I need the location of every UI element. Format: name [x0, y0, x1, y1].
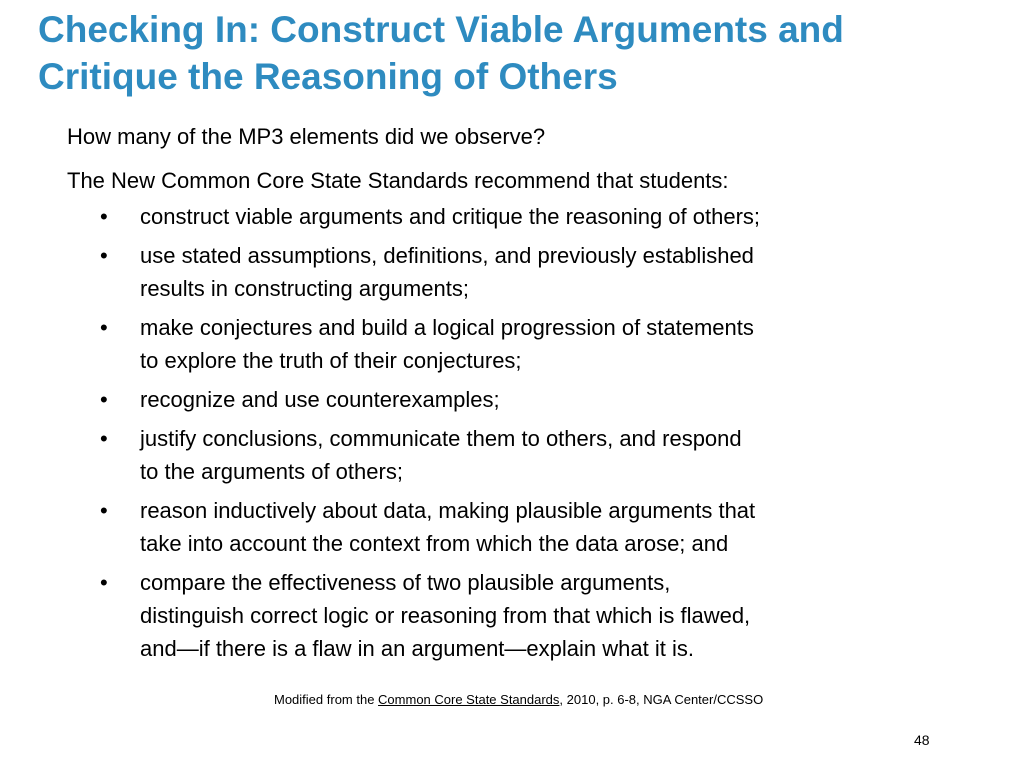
source-suffix: , 2010, p. 6-8, NGA Center/CCSSO: [559, 692, 764, 707]
bullet-text-line: use stated assumptions, definitions, and previously established: [140, 243, 754, 268]
bullet-text-line: reason inductively about data, making plausible arguments that: [140, 498, 756, 523]
source-citation: [274, 692, 763, 707]
bullet-dot: •: [100, 387, 108, 412]
bullet-item: [67, 200, 967, 233]
bullet-text-line: justify conclusions, communicate them to others, and respond: [140, 426, 742, 451]
bullet-text-line: results in constructing arguments;: [140, 276, 469, 301]
question-text: How many of the MP3 elements did we observe?: [67, 124, 546, 149]
bullet-text-line: to explore the truth of their conjectures;: [140, 348, 522, 373]
bullet-dot: •: [100, 204, 108, 229]
bullet-list: [67, 200, 967, 665]
bullet-item: [67, 422, 967, 488]
page-number: 48: [914, 732, 930, 748]
slide-title: [38, 6, 844, 100]
bullet-dot: •: [100, 243, 108, 268]
bullet-dot: •: [100, 498, 108, 523]
bullet-dot: •: [100, 426, 108, 451]
bullet-dot: •: [100, 315, 108, 340]
slide-title-line-2: Critique the Reasoning of Others: [38, 56, 618, 97]
bullet-dot: •: [100, 570, 108, 595]
slide-body: [67, 120, 967, 671]
bullet-item: [67, 494, 967, 560]
bullet-text-line: compare the effectiveness of two plausible arguments,: [140, 570, 671, 595]
source-link[interactable]: Common Core State Standards: [378, 692, 560, 707]
bullet-item: [67, 239, 967, 305]
bullet-text-line: take into account the context from which the data arose; and: [140, 531, 729, 556]
bullet-text-line: to the arguments of others;: [140, 459, 403, 484]
bullet-text-line: and—if there is a flaw in an argument—explain what it is.: [140, 636, 694, 661]
bullet-item: [67, 311, 967, 377]
bullet-text-line: make conjectures and build a logical progression of statements: [140, 315, 754, 340]
bullet-item: [67, 383, 967, 416]
intro-text: The New Common Core State Standards recommend that students:: [67, 168, 729, 193]
bullet-text-line: recognize and use counterexamples;: [140, 387, 500, 412]
source-prefix: Modified from the: [274, 692, 379, 707]
bullet-text-line: distinguish correct logic or reasoning from that which is flawed,: [140, 603, 751, 628]
bullet-text-line: construct viable arguments and critique the reasoning of others;: [140, 204, 761, 229]
bullet-item: [67, 566, 967, 665]
slide-title-line-1: Checking In: Construct Viable Arguments and: [38, 9, 844, 50]
